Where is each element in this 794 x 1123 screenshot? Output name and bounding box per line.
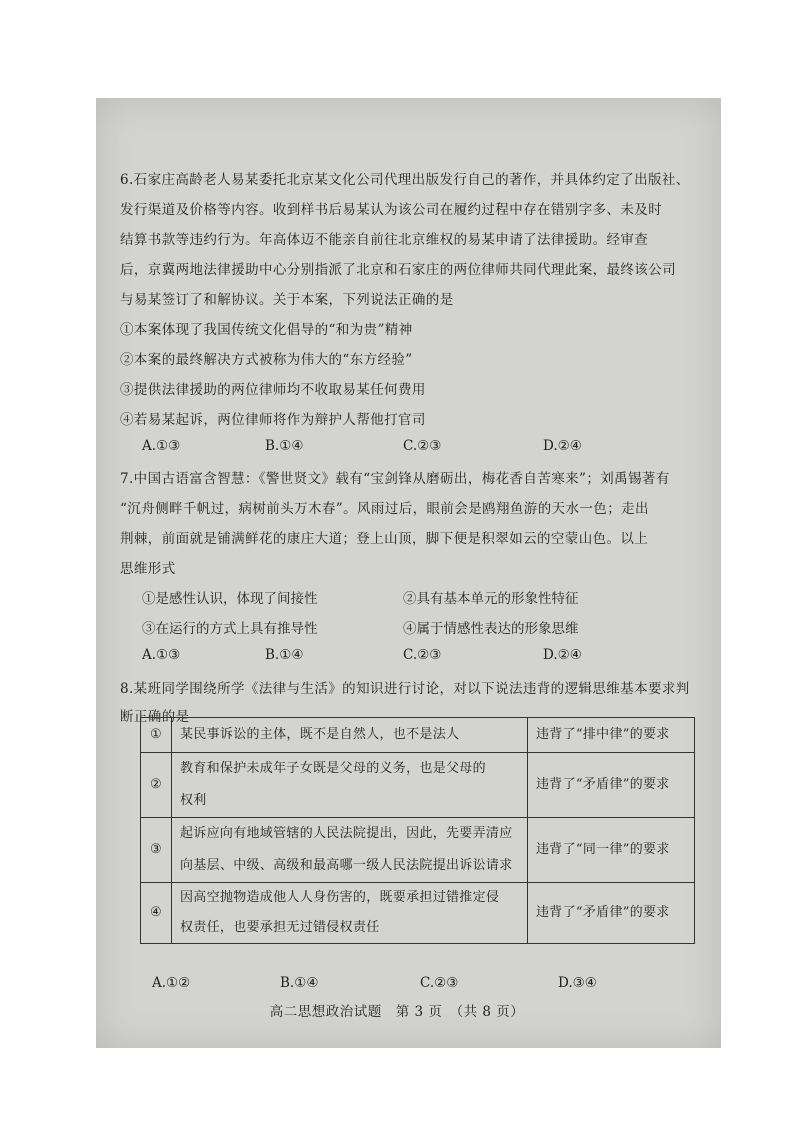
statement-line: 某民事诉讼的主体，既不是自然人，也不是法人 [180, 727, 460, 742]
row-statement [172, 883, 528, 944]
q6-option-d[interactable]: D.②④ [543, 438, 582, 454]
q6-item: ④若易某起诉，两位律师将作为辩护人帮他打官司 [120, 412, 426, 428]
q8-option-d[interactable]: D.③④ [558, 975, 597, 991]
row-number: ④ [141, 883, 172, 944]
q8-option-c[interactable]: C.②③ [420, 975, 459, 991]
q6-line: 发行渠道及价格等内容。收到样书后易某认为该公司在履约过程中存在错别字多、未及时 [120, 202, 663, 218]
row-statement [172, 818, 528, 883]
q7-line: “沉舟侧畔千帆过，病树前头万木春”。风雨过后，眼前会是鸥翔鱼游的天水一色；走出 [120, 501, 649, 517]
page-footer: 高二思想政治试题 第 3 页 （共 8 页） [269, 1004, 525, 1020]
row-result: 违背了“矛盾律”的要求 [528, 753, 695, 818]
statement-line: 起诉应向有地域管辖的人民法院提出，因此，先要弄清应 [180, 826, 513, 841]
statement-line: 权责任，也要承担无过错侵权责任 [180, 920, 380, 935]
q7-line: 思维形式 [120, 561, 176, 577]
row-number: ③ [141, 818, 172, 883]
q6-line: 结算书款等违约行为。年高体迈不能亲自前往北京维权的易某申请了法律援助。经审查 [120, 232, 649, 248]
q6-line: 6.石家庄高龄老人易某委托北京某文化公司代理出版发行自己的著作，并具体约定了出版社、 [120, 172, 690, 188]
q6-option-b[interactable]: B.①④ [265, 438, 304, 454]
table-row [141, 718, 695, 753]
q6-option-a[interactable]: A.①③ [142, 438, 181, 454]
q7-option-b[interactable]: B.①④ [265, 647, 304, 663]
q8-line: 断正确的是 [120, 709, 190, 725]
q8-option-b[interactable]: B.①④ [280, 975, 319, 991]
row-number: ② [141, 753, 172, 818]
row-result: 违背了“矛盾律”的要求 [528, 883, 695, 944]
q7-option-d[interactable]: D.②④ [543, 647, 582, 663]
q7-item: ④属于情感性表达的形象思维 [403, 621, 579, 637]
table-row [141, 883, 695, 944]
statement-line: 向基层、中级、高级和最高哪一级人民法院提出诉讼请求 [180, 858, 513, 873]
q6-item: ③提供法律援助的两位律师均不收取易某任何费用 [120, 382, 426, 398]
q7-line: 7.中国古语富含智慧：《警世贤文》载有“宝剑锋从磨砺出，梅花香自苦寒来”；刘禹锡著有 [120, 471, 670, 487]
row-statement [172, 753, 528, 818]
q6-line: 与易某签订了和解协议。关于本案，下列说法正确的是 [120, 292, 454, 308]
q6-item: ②本案的最终解决方式被称为伟大的“东方经验” [120, 352, 413, 368]
q7-item: ①是感性认识，体现了间接性 [142, 591, 318, 607]
table-row [141, 818, 695, 883]
row-statement [172, 718, 528, 753]
q8-line: 8.某班同学围绕所学《法律与生活》的知识进行讨论，对以下说法违背的逻辑思维基本要求判 [120, 681, 690, 697]
q7-option-a[interactable]: A.①③ [142, 647, 181, 663]
q7-item: ②具有基本单元的形象性特征 [403, 591, 579, 607]
q7-option-c[interactable]: C.②③ [403, 647, 442, 663]
q8-option-a[interactable]: A.①② [152, 975, 191, 991]
q7-item: ③在运行的方式上具有推导性 [142, 621, 318, 637]
q6-option-c[interactable]: C.②③ [403, 438, 442, 454]
q6-line: 后，京冀两地法律援助中心分别指派了北京和石家庄的两位律师共同代理此案，最终该公司 [120, 262, 676, 278]
row-result: 违背了“同一律”的要求 [528, 818, 695, 883]
row-number: ① [141, 718, 172, 753]
table-row [141, 753, 695, 818]
statement-line: 权利 [180, 793, 207, 808]
q7-line: 荆棘，前面就是铺满鲜花的康庄大道；登上山顶，脚下便是积翠如云的空蒙山色。以上 [120, 531, 649, 547]
q8-table [140, 717, 695, 944]
q6-item: ①本案体现了我国传统文化倡导的“和为贵”精神 [120, 322, 413, 338]
row-result: 违背了“排中律”的要求 [528, 718, 695, 753]
statement-line: 因高空抛物造成他人人身伤害的，既要承担过错推定侵 [180, 890, 500, 905]
statement-line: 教育和保护未成年子女既是父母的义务，也是父母的 [180, 761, 486, 776]
